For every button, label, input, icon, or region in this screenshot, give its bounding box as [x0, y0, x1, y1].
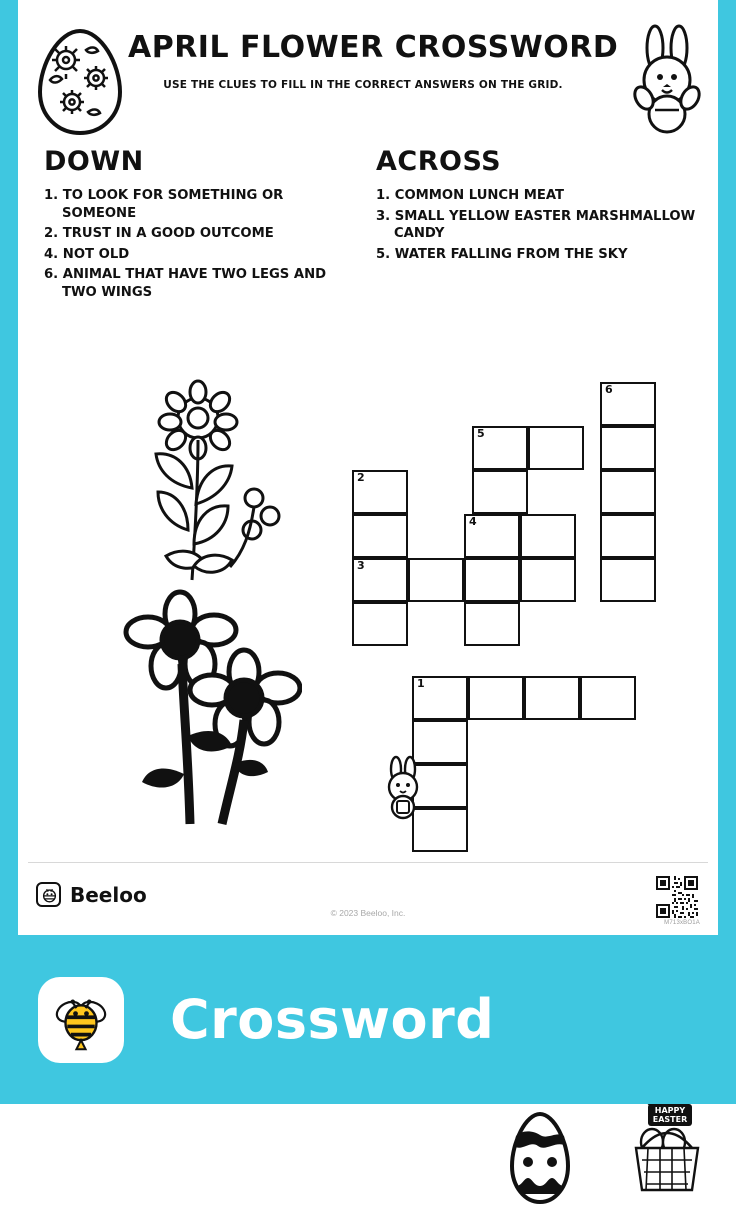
- left-color-rail: [0, 0, 18, 935]
- patterned-egg-icon: [502, 1110, 578, 1206]
- down-clue-item: [44, 266, 344, 301]
- grid-cell[interactable]: [600, 514, 656, 558]
- bunny-icon: [624, 22, 710, 138]
- clue-number: 5.: [376, 246, 391, 262]
- bee-mascot-icon: [38, 977, 124, 1063]
- grid-cell-number: 1: [417, 677, 425, 690]
- clue-text: NOT OLD: [62, 246, 130, 262]
- small-bunny-icon: [376, 755, 430, 821]
- brand-block: [36, 882, 147, 907]
- clue-text: WATER FALLING FROM THE SKY: [394, 246, 628, 262]
- grid-cell[interactable]: [600, 382, 656, 426]
- grid-cell[interactable]: [352, 602, 408, 646]
- qr-code: [656, 876, 698, 918]
- grid-cell-number: 2: [357, 471, 365, 484]
- down-clue-item: [44, 187, 344, 222]
- page-subtitle: USE THE CLUES TO FILL IN THE CORRECT ANSWERS ON THE GRID.: [163, 79, 563, 91]
- right-color-rail: [718, 0, 736, 935]
- grid-cell[interactable]: [468, 676, 524, 720]
- down-clue-item: [44, 225, 344, 243]
- brand-name: Beeloo: [70, 882, 147, 907]
- clue-text: ANIMAL THAT HAVE TWO LEGS AND TWO WINGS: [62, 267, 327, 300]
- svg-text:HAPPY: HAPPY: [654, 1106, 686, 1115]
- grid-cell[interactable]: [408, 558, 464, 602]
- copyright-text: © 2023 Beeloo, Inc.: [330, 908, 406, 918]
- grid-cell[interactable]: [520, 514, 576, 558]
- grid-cell[interactable]: [352, 558, 408, 602]
- grid-cell-number: 4: [469, 515, 477, 528]
- clue-text: TRUST IN A GOOD OUTCOME: [62, 226, 274, 242]
- grid-cell[interactable]: [600, 470, 656, 514]
- bee-logo-icon: [36, 882, 61, 907]
- grid-cell[interactable]: [528, 426, 584, 470]
- clue-number: 1.: [376, 188, 391, 203]
- worksheet-header: [18, 22, 718, 132]
- worksheet-sheet: [18, 0, 718, 1124]
- grid-cell[interactable]: [600, 558, 656, 602]
- clue-number: 6.: [44, 267, 59, 283]
- grid-cell-number: 6: [605, 383, 613, 396]
- grid-cell[interactable]: [524, 676, 580, 720]
- grid-cell-number: 5: [477, 427, 485, 440]
- across-heading: ACROSS: [376, 146, 502, 177]
- grid-cell[interactable]: [600, 426, 656, 470]
- grid-cell[interactable]: [520, 558, 576, 602]
- footer-divider: [28, 862, 708, 863]
- grid-cell-number: 3: [357, 559, 365, 572]
- clue-number: 3.: [376, 208, 391, 224]
- page-title: APRIL FLOWER CROSSWORD: [128, 30, 619, 65]
- bottom-banner: [0, 935, 736, 1104]
- grid-cell[interactable]: [580, 676, 636, 720]
- clues-section: [18, 146, 718, 346]
- banner-title: Crossword: [170, 988, 495, 1051]
- down-clue-item: [44, 246, 344, 264]
- title-block: [128, 30, 619, 93]
- clue-number: 2.: [44, 226, 59, 242]
- clue-number: 1.: [44, 188, 59, 203]
- grid-cell[interactable]: [352, 514, 408, 558]
- grid-cell[interactable]: [412, 676, 468, 720]
- grid-cell[interactable]: [464, 602, 520, 646]
- across-clue-item: [376, 246, 696, 264]
- down-heading: DOWN: [44, 146, 144, 177]
- clue-text: TO LOOK FOR SOMETHING OR SOMEONE: [62, 188, 284, 221]
- grid-cell[interactable]: [464, 558, 520, 602]
- clue-number: 4.: [44, 246, 59, 262]
- across-clue-list: [376, 187, 696, 263]
- clue-text: COMMON LUNCH MEAT: [394, 188, 565, 203]
- svg-text:EASTER: EASTER: [652, 1115, 688, 1124]
- grid-cell[interactable]: [464, 514, 520, 558]
- worksheet-footer: [18, 862, 718, 935]
- clue-text: SMALL YELLOW EASTER MARSHMALLOW CANDY: [394, 208, 696, 242]
- grid-cell[interactable]: [472, 426, 528, 470]
- down-clue-list: [44, 187, 344, 301]
- easter-egg-icon: [26, 26, 134, 138]
- down-clues-column: [44, 146, 344, 304]
- across-clue-item: [376, 208, 696, 243]
- across-clue-item: [376, 187, 696, 205]
- grid-cell[interactable]: [472, 470, 528, 514]
- grid-cell[interactable]: [352, 470, 408, 514]
- across-clues-column: [376, 146, 696, 266]
- sheet-code: M713xBO1A: [664, 920, 700, 926]
